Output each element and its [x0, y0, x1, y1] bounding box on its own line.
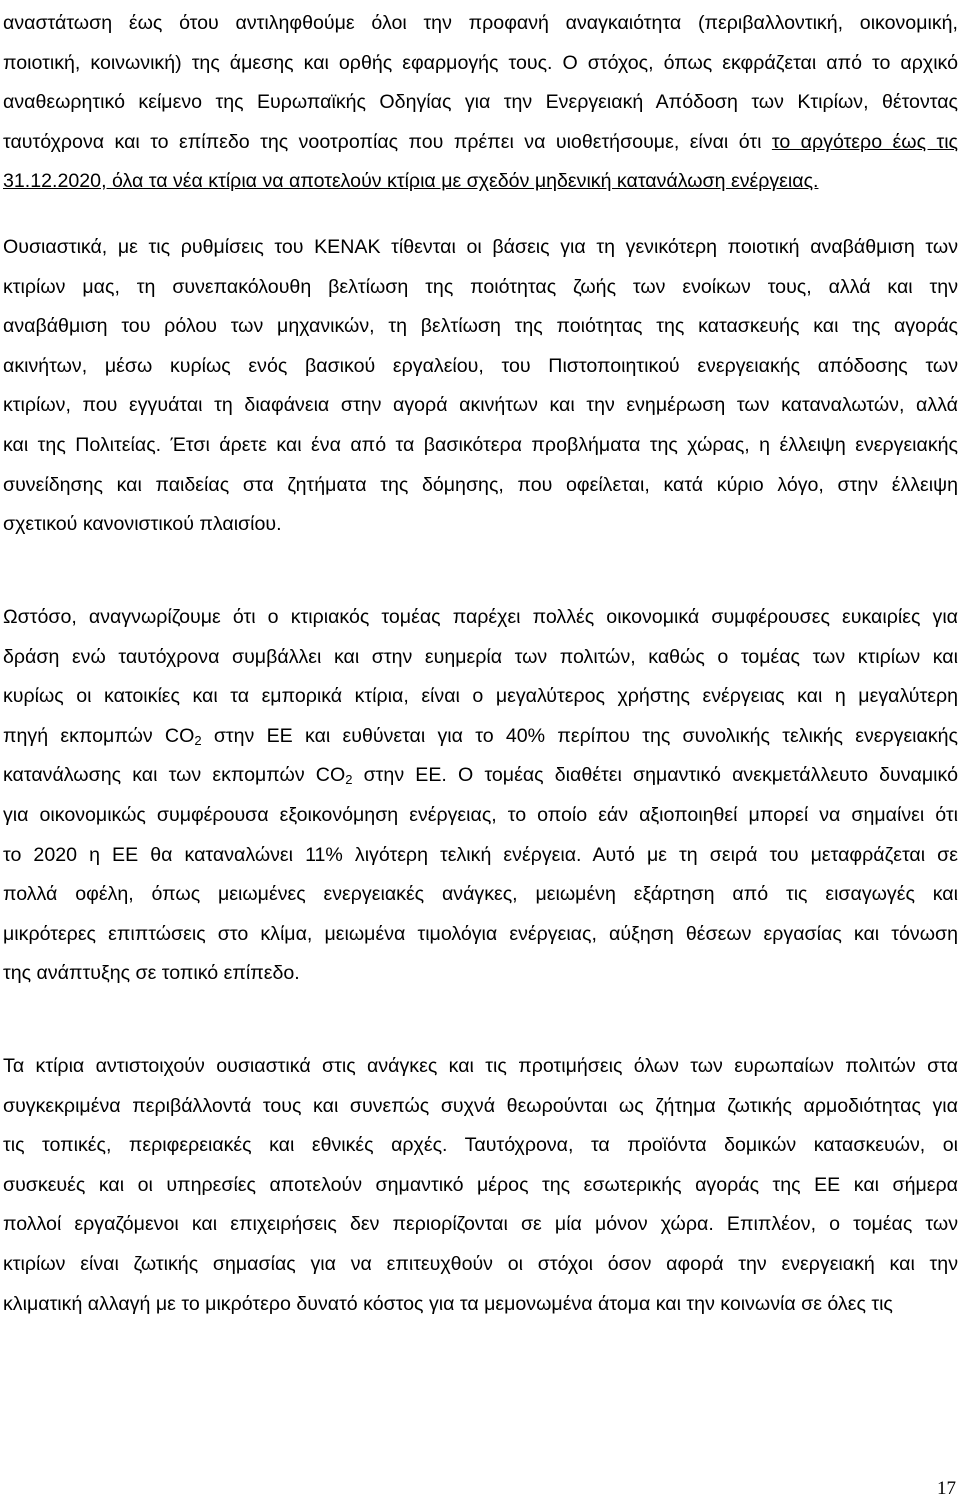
- subscript: 2: [345, 772, 353, 788]
- text-segment: ταυτόχρονα και το επίπεδο της νοοτροπίας που πρέπει να υιοθετήσουμε, είναι ότι: [3, 130, 772, 153]
- text-line: κτιρίων, που εγγυάται τη διαφάνεια στην αγορά ακινήτων και την ενημέρωση των καταναλωτών, αλλά: [3, 394, 958, 417]
- text-line: [3, 717, 958, 757]
- paragraph-3: [3, 598, 958, 994]
- text-line: αναστάτωση έως ότου αντιληφθούμε όλοι την προφανή αναγκαιότητα (περιβαλλοντική, οικονομική,: [3, 12, 958, 34]
- underlined-text: 31.12.2020, όλα τα νέα κτίρια να αποτελούν κτίρια με σχεδόν μηδενική κατανάλωση ενέργειας.: [3, 170, 819, 193]
- text-line: συνείδησης και παιδείας στα ζητήματα της δόμησης, που οφείλεται, κατά κύριο λόγο, στην έλλειψη: [3, 473, 958, 496]
- text-line: [3, 162, 958, 202]
- text-line: συσκευές και οι υπηρεσίες αποτελούν σημαντικό μέρος της εσωτερικής αγοράς της ΕΕ και σήμερα: [3, 1173, 958, 1196]
- text-line: αναθεωρητικό κείμενο της Ευρωπαϊκής Οδηγίας για την Ενεργειακή Απόδοση των Κτιρίων, θέτοντας: [3, 91, 958, 114]
- text-line: πολλοί εργαζόμενοι και επιχειρήσεις δεν περιορίζονται σε μία μόνον χώρα. Επιπλέον, ο τομέας των: [3, 1213, 958, 1236]
- text-line: [3, 123, 958, 163]
- subscript: 2: [194, 732, 202, 748]
- text-line: για οικονομικώς συμφέρουσα εξοικονόμηση ενέργειας, το οποίο εάν αξιοποιηθεί μπορεί να σημαίνει ότι: [3, 803, 958, 826]
- text-line: κτιρίων μας, τη συνεπακόλουθη βελτίωση της ποιότητας ζωής των ενοίκων τους, αλλά και την: [3, 275, 958, 298]
- underlined-text: το αργότερο έως τις: [771, 130, 958, 153]
- text-line: μικρότερες επιπτώσεις στο κλίμα, μειωμένα τιμολόγια ενέργειας, αύξηση θέσεων εργασίας και τόνωση: [3, 922, 958, 945]
- page-number: 17: [937, 1478, 956, 1499]
- text-line: της ανάπτυξης σε τοπικό επίπεδο.: [3, 962, 300, 985]
- text-line: και της Πολιτείας. Έτσι άρετε και ένα από τα βασικότερα προβλήματα της χώρας, η έλλειψη ενεργειακής: [3, 433, 958, 456]
- text-line: συγκεκριμένα περιβάλλοντά τους και συνεπώς συχνά θεωρούνται ως ζήτημα ζωτικής αρμοδιότητας για: [3, 1094, 958, 1117]
- text-line: Ουσιαστικά, με τις ρυθμίσεις του ΚΕΝΑΚ τίθενται οι βάσεις για τη γενικότερη ποιοτική αναβάθμιση των: [3, 236, 958, 258]
- text-line: κλιματική αλλαγή με το μικρότερο δυνατό κόστος για τα μεμονωμένα άτομα και την κοινωνία σε όλες τις: [3, 1292, 893, 1315]
- paragraph-1: [3, 4, 958, 202]
- text-line: τις τοπικές, περιφερειακές και εθνικές αρχές. Ταυτόχρονα, τα προϊόντα δομικών κατασκευών, οι: [3, 1134, 958, 1157]
- text-line: Ωστόσο, αναγνωρίζουμε ότι ο κτιριακός τομέας παρέχει πολλές οικονομικά συμφέρουσες ευκαιρίες για: [3, 606, 958, 628]
- text-segment: πηγή εκπομπών CO: [3, 724, 195, 747]
- text-line: πολλά οφέλη, όπως μειωμένες ενεργειακές ανάγκες, μειωμένη εξάρτηση από τις εισαγωγές και: [3, 883, 958, 906]
- text-line: το 2020 η ΕΕ θα καταναλώνει 11% λιγότερη τελική ενέργεια. Αυτό με τη σειρά του μεταφράζεται σε: [3, 843, 958, 866]
- paragraph-4: [3, 1047, 958, 1324]
- text-segment: κατανάλωσης και των εκπομπών CO: [3, 764, 346, 787]
- text-line: σχετικού κανονιστικού πλαισίου.: [3, 513, 282, 536]
- text-line: ποιοτική, κοινωνική) της άμεσης και ορθής εφαρμογής τους. Ο στόχος, όπως εκφράζεται από το αρχικό: [3, 51, 958, 74]
- text-line: Τα κτίρια αντιστοιχούν ουσιαστικά στις ανάγκες και τις προτιμήσεις όλων των ευρωπαίων πολιτών στα: [3, 1055, 958, 1077]
- text-line: κυρίως οι κατοικίες και τα εμπορικά κτίρια, είναι ο μεγαλύτερος χρήστης ενέργειας και η μεγαλύτερη: [3, 685, 958, 708]
- paragraph-2: [3, 228, 958, 545]
- text-line: ακινήτων, μέσω κυρίως ενός βασικού εργαλείου, του Πιστοποιητικού ενεργειακής απόδοσης των: [3, 354, 958, 377]
- text-line: κτιρίων είναι ζωτικής σημασίας για να επιτευχθούν οι στόχοι όσον αφορά την ενεργειακή και την: [3, 1252, 958, 1275]
- text-line: δράση ενώ ταυτόχρονα συμβάλλει και στην ευημερία των πολιτών, καθώς ο τομέας των κτιρίων και: [3, 645, 958, 668]
- text-segment: στην ΕΕ και ευθύνεται για το 40% περίπου της συνολικής τελικής ενεργειακής: [201, 724, 958, 747]
- text-line: αναβάθμιση του ρόλου των μηχανικών, τη βελτίωση της ποιότητας της κατασκευής και της αγοράς: [3, 315, 958, 338]
- text-line: [3, 756, 958, 796]
- text-segment: στην ΕΕ. Ο τομέας διαθέτει σημαντικό ανεκμετάλλευτο δυναμικό: [352, 764, 958, 787]
